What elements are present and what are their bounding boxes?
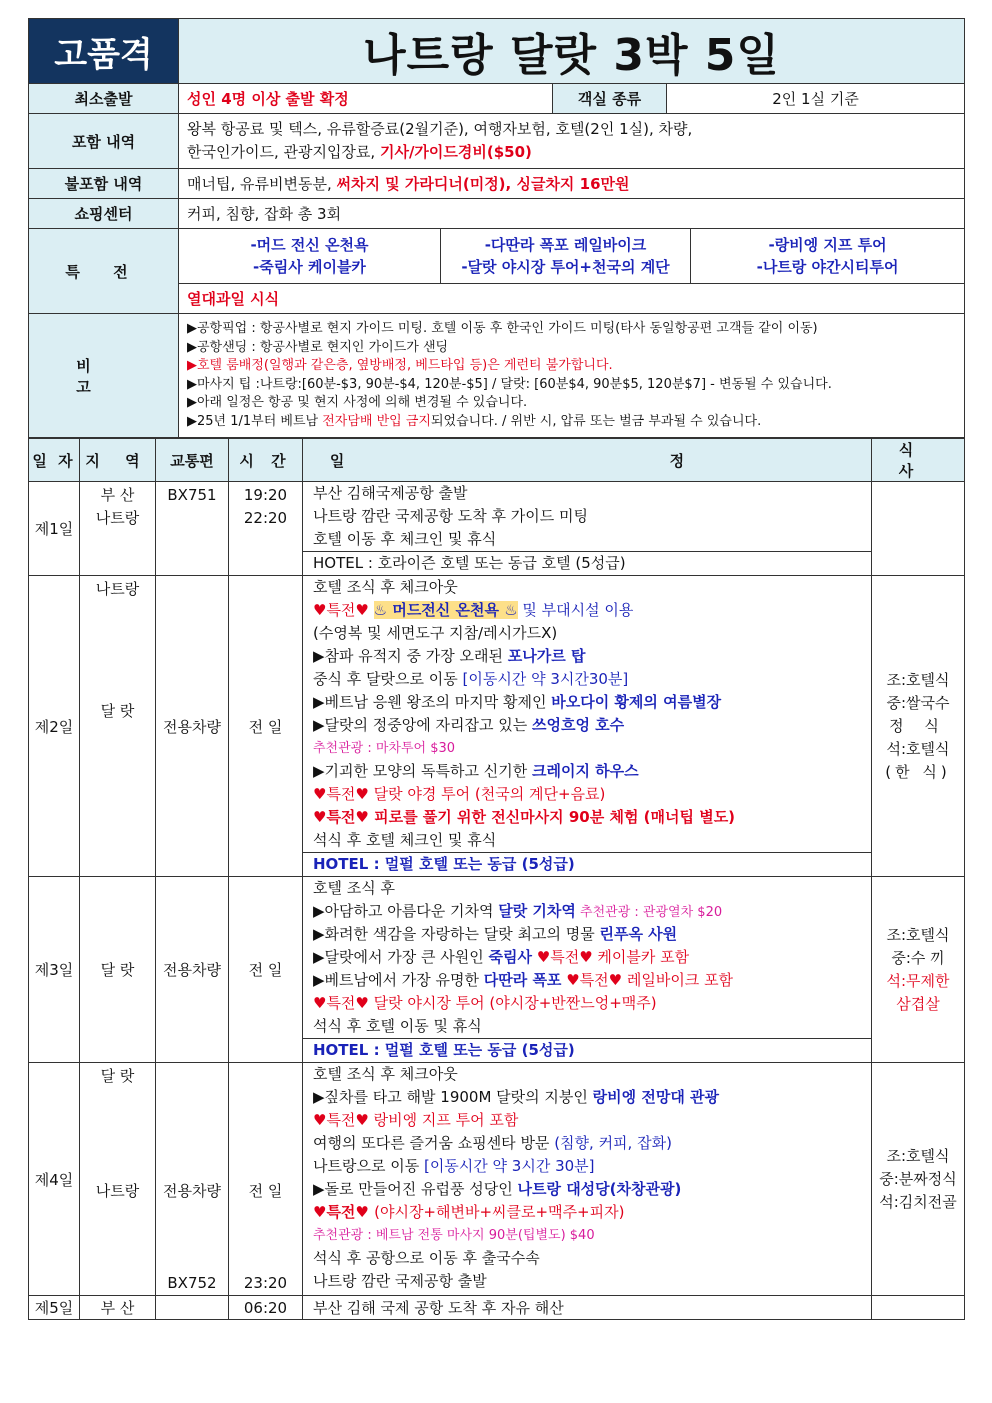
note-item: ▶아래 일정은 항공 및 현지 사정에 의해 변경될 수 있습니다.: [187, 395, 528, 410]
time-cell: 06:20: [229, 1296, 303, 1320]
room-type-value: 2인 1실 기준: [667, 84, 965, 114]
itinerary-line: ▶베트남 응웬 왕조의 마지막 황제인 바오다이 황제의 여름별장: [313, 693, 722, 711]
min-departure-label: 최소출발: [29, 84, 179, 114]
schedule-header-row: [29, 439, 965, 482]
time-cell: 전 일 23:20: [229, 1063, 303, 1296]
transport-cell: 전용차량: [156, 877, 229, 1063]
brand-label: 고품격: [29, 19, 179, 84]
note-item: ▶25년 1/1부터 베트남 전자담배 반입 금지되었습니다. / 위반 시, 압류 또는 벌금 부과될 수 있습니다.: [187, 413, 762, 429]
itinerary-line: ♥특전♥ (야시장+해변바+씨클로+맥주+피자): [313, 1203, 625, 1221]
region-cell: 부 산: [80, 1296, 156, 1320]
col-meals: 식 사: [872, 439, 965, 482]
day-label: 제3일: [29, 877, 80, 1063]
hotel-line: HOTEL : 멀펄 호텔 또는 동급 (5성급): [303, 1038, 872, 1062]
transport-cell: 전용차량 BX752: [156, 1063, 229, 1296]
region-cell: 달 랏: [80, 877, 156, 1063]
hotel-line: HOTEL : 호라이즌 호텔 또는 동급 호텔 (5성급): [303, 551, 872, 575]
col-transport: 교통편: [156, 439, 229, 482]
notes-label: 비 고: [29, 314, 179, 438]
meal-cell: 조:호텔식 중:수 끼 석:무제한 삼겹살: [872, 877, 965, 1063]
col-day: 일 자: [29, 439, 80, 482]
benefit-cell-3: -랑비엥 지프 투어 -나트랑 야간시티투어: [691, 229, 965, 284]
itinerary-line: ▶베트남에서 가장 유명한 다딴라 폭포 ♥특전♥ 레일바이크 포함: [313, 971, 734, 989]
time-cell: 전 일: [229, 877, 303, 1063]
col-region: 지 역: [80, 439, 156, 482]
region-cell: 달 랏 나트랑: [80, 1063, 156, 1296]
day-label: 제1일: [29, 482, 80, 576]
meal-cell: [872, 1296, 965, 1320]
room-type-label: 객실 종류: [553, 84, 667, 114]
day-row: [29, 1063, 965, 1296]
itinerary-line: ▶돌로 만들어진 유럽풍 성당인 나트랑 대성당(차창관광): [313, 1180, 682, 1198]
meal-cell: [872, 482, 965, 576]
benefit-extra: 열대과일 시식: [179, 284, 965, 314]
benefit-cell-1: -머드 전신 온천욕 -죽림사 케이블카: [179, 229, 441, 284]
itinerary-line: ▶참파 유적지 중 가장 오래된 포나가르 탑: [313, 647, 586, 665]
itinerary-line: ▶아담하고 아름다운 기차역 달랏 기차역 추천관광 : 관광열차 $20: [313, 902, 723, 920]
itinerary-line: 추천관광 : 베트남 전통 마사지 90분(팁별도) $40: [313, 1228, 595, 1243]
meal-cell: 조:호텔식 중:쌀국수 정 식 석:호텔식 (한 식): [872, 576, 965, 877]
itinerary-line: (수영복 및 세면도구 지참/레시가드X): [313, 624, 558, 642]
itinerary-line: ▶기괴한 모양의 독특하고 신기한 크레이지 하우스: [313, 762, 639, 780]
itinerary-line: 부산 김해국제공항 출발: [313, 484, 468, 502]
day-label: 제5일: [29, 1296, 80, 1320]
shopping-value: 커피, 침향, 잡화 총 3회: [179, 199, 965, 229]
time-cell: 19:20 22:20: [229, 482, 303, 576]
itinerary-cell: [303, 576, 872, 877]
day-row: [29, 482, 965, 576]
transport-cell: 전용차량: [156, 576, 229, 877]
itinerary-line: ♥특전♥ 랑비엥 지프 투어 포함: [313, 1111, 519, 1129]
itinerary-line: ♥특전♥ ♨ 머드전신 온천욕 ♨ 및 부대시설 이용: [313, 601, 634, 619]
transport-cell: BX751: [156, 482, 229, 576]
hotel-line: HOTEL : 멀펄 호텔 또는 동급 (5성급): [303, 852, 872, 876]
day-label: 제2일: [29, 576, 80, 877]
itinerary-line: ▶화려한 색감을 자랑하는 달랏 최고의 명물 린푸옥 사원: [313, 925, 678, 943]
excluded-value: 매너팁, 유류비변동분, 써차지 및 가라디너(미정), 싱글차지 16만원: [179, 169, 965, 199]
included-line-2: 한국인가이드, 관광지입장료, 기사/가이드경비($50): [187, 143, 532, 161]
included-value: [179, 114, 965, 169]
itinerary-line: 나트랑으로 이동 [이동시간 약 3시간 30분]: [313, 1157, 595, 1175]
itinerary-cell: [303, 482, 872, 576]
itinerary-line: 호텔 조식 후 체크아웃: [313, 1065, 458, 1083]
itinerary-line: 호텔 이동 후 체크인 및 휴식: [313, 530, 497, 548]
schedule-table: [28, 438, 965, 1320]
itinerary-cell: [303, 877, 872, 1063]
day-row: [29, 877, 965, 1063]
itinerary-line: 여행의 또다른 즐거움 쇼핑센타 방문 (침향, 커피, 잡화): [313, 1134, 672, 1152]
day-row: [29, 576, 965, 877]
itinerary-line: ♥특전♥ 달랏 야시장 투어 (야시장+반짠느엉+맥주): [313, 994, 657, 1012]
min-departure-value: 성인 4명 이상 출발 확정: [179, 84, 553, 114]
benefit-label: 특 전: [29, 229, 179, 314]
region-cell: 부 산 나트랑: [80, 482, 156, 576]
tour-info-table: [28, 18, 965, 438]
page-title: 나트랑 달랏 3박 5일: [179, 19, 965, 84]
region-cell: 나트랑 달 랏: [80, 576, 156, 877]
itinerary-line: ▶달랏의 정중앙에 자리잡고 있는 쓰엉흐엉 호수: [313, 716, 625, 734]
itinerary-line: ▶달랏에서 가장 큰 사원인 죽림사 ♥특전♥ 케이블카 포함: [313, 948, 690, 966]
note-item: ▶공항픽업 : 항공사별로 현지 가이드 미팅. 호텔 이동 후 한국인 가이드 미팅(타사 동일항공편 고객들 같이 이동): [187, 321, 818, 336]
itinerary-line: ♥특전♥ 달랏 야경 투어 (천국의 계단+음료): [313, 785, 606, 803]
included-label: 포함 내역: [29, 114, 179, 169]
note-item: ▶호텔 룸배정(일행과 같은층, 옆방배정, 베드타입 등)은 게런티 불가합니다.: [187, 358, 613, 373]
benefit-cell-2: -다딴라 폭포 레일바이크 -달랏 야시장 투어+천국의 계단: [441, 229, 691, 284]
day-row: [29, 1296, 965, 1320]
notes-list: [179, 314, 965, 438]
itinerary-line: 추천관광 : 마차투어 $30: [313, 741, 456, 756]
itinerary-line: ♥특전♥ 피로를 풀기 위한 전신마사지 90분 체험 (매너팁 별도): [313, 808, 736, 826]
time-cell: 전 일: [229, 576, 303, 877]
itinerary-line: 중식 후 달랏으로 이동 [이동시간 약 3시간30분]: [313, 670, 629, 688]
included-line-1: 왕복 항공료 및 텍스, 유류할증료(2월기준), 여행자보험, 호텔(2인 1실), 차량,: [187, 120, 693, 138]
itinerary-line: 나트랑 깜란 국제공항 출발: [313, 1272, 487, 1290]
col-itinerary: 일 정: [303, 439, 872, 482]
itinerary-line: 석식 후 공항으로 이동 후 출국수속: [313, 1249, 540, 1267]
shopping-label: 쇼핑센터: [29, 199, 179, 229]
itinerary-line: 호텔 조식 후: [313, 879, 395, 897]
day-label: 제4일: [29, 1063, 80, 1296]
col-time: 시 간: [229, 439, 303, 482]
meal-cell: 조:호텔식 중:분짜정식 석:김치전골: [872, 1063, 965, 1296]
note-item: ▶공항샌딩 : 항공사별로 현지인 가이드가 샌딩: [187, 339, 449, 355]
itinerary-cell: [303, 1063, 872, 1296]
itinerary-line: 호텔 조식 후 체크아웃: [313, 578, 458, 596]
itinerary-line: ▶짚차를 타고 해발 1900M 달랏의 지붕인 랑비엥 전망대 관광: [313, 1088, 720, 1106]
itinerary-line: 나트랑 깜란 국제공항 도착 후 가이드 미팅: [313, 507, 588, 525]
itinerary-line: 석식 후 호텔 이동 및 휴식: [313, 1017, 482, 1035]
itinerary-line: 부산 김해 국제 공항 도착 후 자유 해산: [303, 1296, 872, 1320]
itinerary-line: 석식 후 호텔 체크인 및 휴식: [313, 831, 497, 849]
note-item: ▶마사지 팁 :나트랑:[60분-$3, 90분-$4, 120분-$5] / 달랏: [60분$4, 90분$5, 120분$7] - 변동될 수 있습니다.: [187, 376, 832, 392]
transport-cell: [156, 1296, 229, 1320]
excluded-label: 불포함 내역: [29, 169, 179, 199]
